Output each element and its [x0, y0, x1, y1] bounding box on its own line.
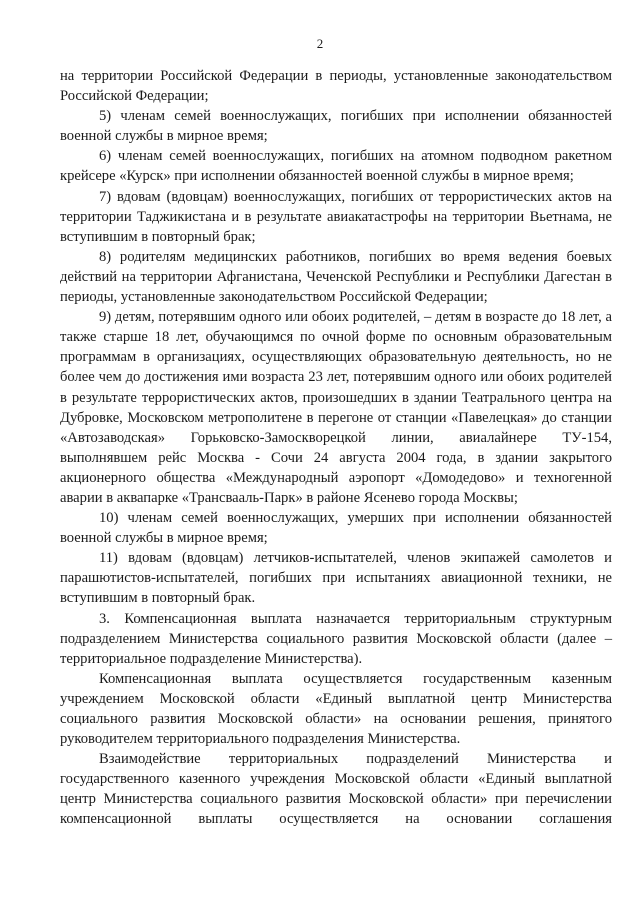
paragraph-payment-implementation: Компенсационная выплата осуществляется государственным казенным учреждением Московской области «Единый выплатной центр Министерства социального развития Московской области» на основании решения, принятого руководителем территориального подразделения Министерства. [60, 670, 612, 748]
paragraph-item-9: 9) детям, потерявшим одного или обоих родителей, – детям в возрасте до 18 лет, а также старше 18 лет, обучающимся по очной форме по основным образовательным программам в организациях, осуществляющих образовательную деятельность, но не более чем до достижения ими возраста 23 лет, потерявшим одного или обоих родителей в результате террористических актов, произошедших в здании Театрального центра на Дубровке, Московском метрополитене в перегоне от станции «Павелецкая» до станции «Автозаводская» Горьковско-Замоскворецкой линии, авиалайнере ТУ-154, выполнявшем рейс Москва - Сочи 24 августа 2004 года, в здании закрытого акционерного общества «Международный аэропорт «Домодедово» и техногенной аварии в аквапарке «Трансвааль-Парк» в районе Ясенево города Москвы; [60, 309, 612, 506]
paragraph-item-7: 7) вдовам (вдовцам) военнослужащих, погибших от террористических актов на территории Таджикистана и в результате авиакатастрофы на территории Вьетнама, не вступившим в повторный брак; [60, 188, 612, 245]
document-body [60, 66, 612, 830]
paragraph-section-3: 3. Компенсационная выплата назначается территориальным структурным подразделением Министерства социального развития Московской области (далее – территориальное подразделение Министерства). [60, 610, 612, 667]
paragraph-item-10: 10) членам семей военнослужащих, умерших при исполнении обязанностей военной службы в мирное время; [60, 510, 612, 547]
paragraph-interaction: Взаимодействие территориальных подразделений Министерства и государственного казенного учреждения Московской области «Единый выплатной центр Министерства социального развития Московской области» при перечислении компенсационной выплаты осуществляется на основании соглашения [60, 751, 612, 828]
paragraph-item-5: 5) членам семей военнослужащих, погибших при исполнении обязанностей военной службы в мирное время; [60, 108, 612, 145]
page-number: 2 [316, 36, 324, 51]
paragraph-continuation: на территории Российской Федерации в периоды, установленные законодательством Российской Федерации; [60, 68, 612, 105]
paragraph-item-6: 6) членам семей военнослужащих, погибших на атомном подводном ракетном крейсере «Курск» при исполнении обязанностей военной службы в мирное время; [60, 148, 612, 185]
paragraph-item-8: 8) родителям медицинских работников, погибших во время ведения боевых действий на территории Афганистана, Чеченской Республики и Республики Дагестан в периоды, установленные законодательством Российской Федерации; [60, 248, 612, 306]
paragraph-item-11: 11) вдовам (вдовцам) летчиков-испытателей, членов экипажей самолетов и парашютистов-испытателей, погибших при испытаниях авиационной техники, не вступившим в повторный брак. [60, 550, 612, 607]
